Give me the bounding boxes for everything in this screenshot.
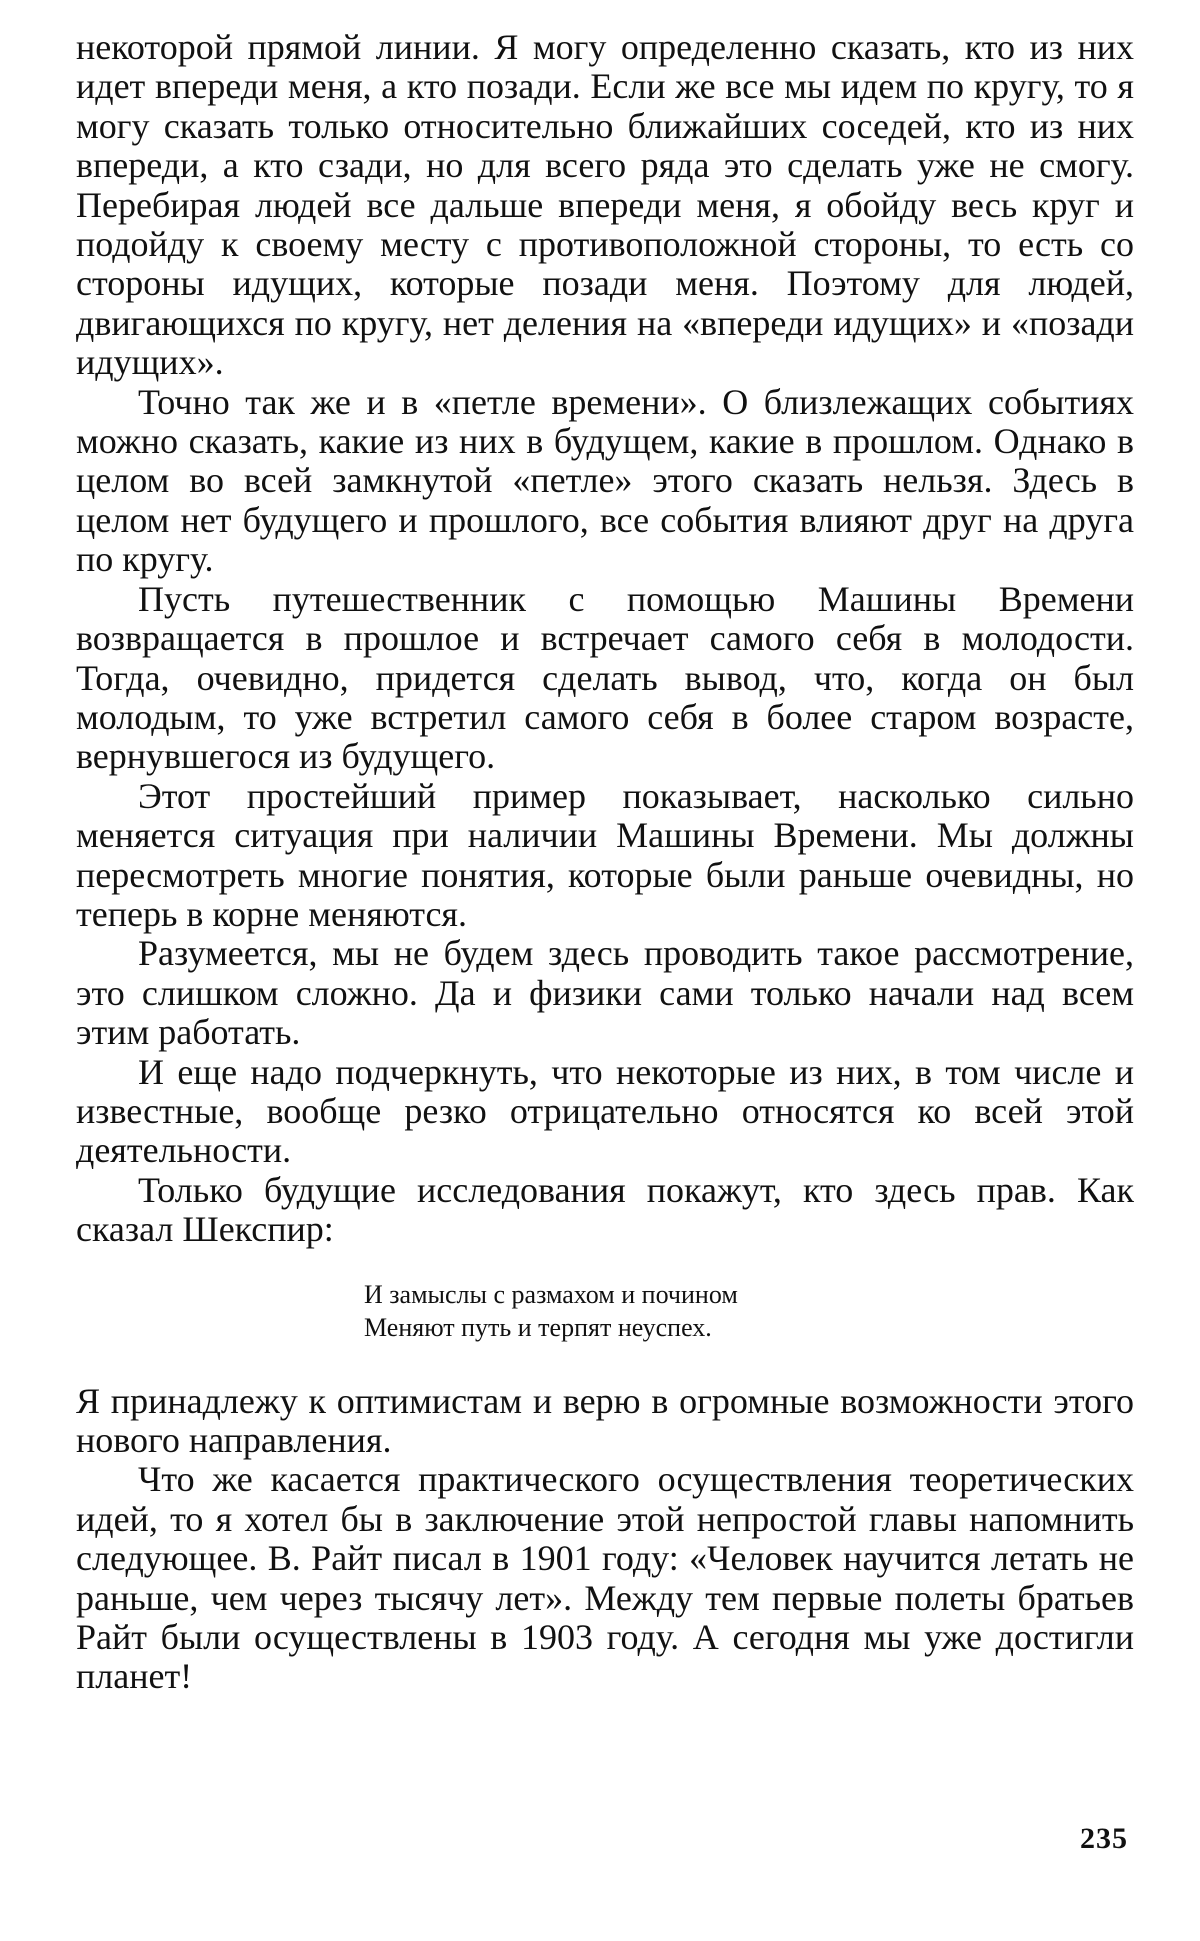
page-number: 235 xyxy=(1080,1822,1128,1855)
paragraph-complexity: Разумеется, мы не будем здесь проводить такое рассмотрение, это слишком сложно. Да и физики сами только начали над всем этим работать. xyxy=(76,933,1134,1053)
verse-line: Меняют путь и терпят неуспех. xyxy=(364,1312,712,1342)
page-body xyxy=(76,28,1134,1697)
paragraph-closing: Что же касается практического осуществления теоретических идей, то я хотел бы в заключение этой непростой главы напомнить следующее. В. Райт писал в 1901 году: «Человек научится летать не раньше, чем через тысячу лет». Между тем первые полеты братьев Райт были осуществлены в 1903 году. А сегодня мы уже достигли планет! xyxy=(76,1459,1134,1697)
paragraph-critics: И еще надо подчеркнуть, что некоторые из них, в том числе и известные, вообще резко отрицательно относятся ко всей этой деятельности. xyxy=(76,1051,1134,1171)
paragraph-continuation: некоторой прямой линии. Я могу определенно сказать, кто из них идет впереди меня, а кто позади. Если же все мы идем по кругу, то я могу сказать только относительно ближайших соседей, кто из них впереди, а кто сзади, но для всего ряда это сделать уже не смогу. Перебирая людей все дальше впереди меня, я обойду весь круг и подойду к своему месту с противоположной стороны, то есть со стороны идущих, которые позади меня. Поэтому для людей, двигающихся по кругу, нет деления на «впереди идущих» и «позади идущих». xyxy=(76,27,1134,383)
paragraph-example: Этот простейший пример показывает, насколько сильно меняется ситуация при наличии Машины Времени. Мы должны пересмотреть многие понятия, которые были раньше очевидны, но теперь в корне меняются. xyxy=(76,775,1134,934)
paragraph-shakespeare-intro: Только будущие исследования покажут, кто здесь прав. Как сказал Шекспир: xyxy=(76,1169,1134,1250)
paragraph-traveler: Пусть путешественник с помощью Машины Времени возвращается в прошлое и встречает самого себя в молодости. Тогда, очевидно, придется сделать вывод, что, когда он был молодым, то уже встретил самого себя в более старом возрасте, вернувшегося из будущего. xyxy=(76,578,1134,777)
paragraph-optimist: Я принадлежу к оптимистам и верю в огромные возможности этого нового направления. xyxy=(76,1380,1134,1460)
verse-line: И замыслы с размахом и почином xyxy=(364,1279,738,1309)
verse-quote xyxy=(76,1278,1134,1344)
paragraph-time-loop: Точно так же и в «петле времени». О близлежащих событиях можно сказать, какие из них в будущем, какие в прошлом. Однако в целом во всей замкнутой «петле» этого сказать нельзя. Здесь в целом нет будущего и прошлого, все события влияют друг на друга по кругу. xyxy=(76,381,1134,580)
